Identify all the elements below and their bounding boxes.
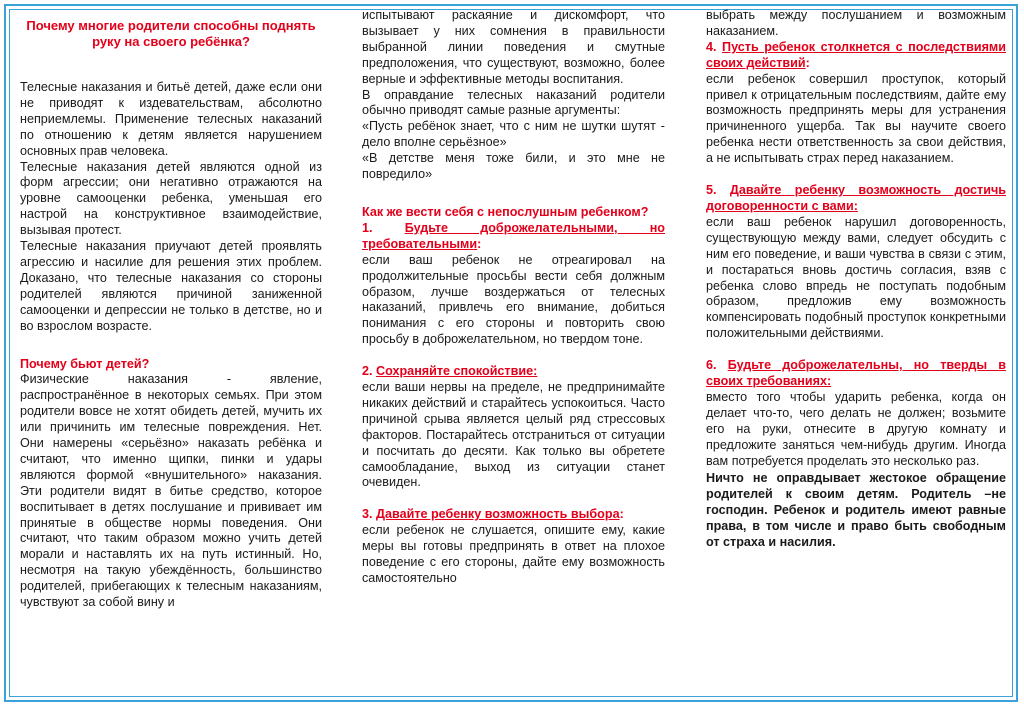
section-6-title: Будьте доброжелательны, но тверды в своих требованиях: [706,358,1006,389]
section-2-title: Сохраняйте спокойствие: [376,364,538,379]
section-1-number: 1. [362,220,373,235]
section-4-text: если ребенок совершил проступок, который привел к отрицательным последствиям, дайте ему возможность предпринять меры для устранения причиненного ущерба. Так вы научите своего ребенка нести ответственность за свои действия, а не испытывать страх перед наказанием. [706,71,1006,166]
column-3 [706,8,1006,698]
section-5-heading [706,183,1006,215]
closing-statement: Ничто не оправдывает жестокое обращение родителей к своим детям. Родитель –не господин. Ребенок и родитель имеют равные права, в том числе и право быть свободным от страха и насилия. [706,471,1006,550]
section-3-title: Давайте ребенку возможность выбора [376,507,620,522]
section-5-text: если ваш ребенок нарушил договоренность, существующую между вами, следует обсудить с ним его поведение, и ваши чувства в связи с этим, и постараться вновь достичь согласия, взяв с ребенка слово впредь не поступать подобным образом, предложив ему возможность компенсировать подобный проступок конкретными положительными действиями. [706,214,1006,341]
section-2-text: если ваши нервы на пределе, не предпринимайте никаких действий и старайтесь успокоиться. Часто причиной срыва является целый ряд стрессовых факторов. Постарайтесь отстраниться от ситуации и посчитать до десяти. Как только вы обретете самообладание, выход из ситуации станет очевиден. [362,380,665,490]
section-4-heading: 4. Пусть ребенок столкнется с последствиями своих действий: [706,39,1006,70]
quote-2: «В детстве меня тоже били, и это мне не повредило» [362,151,665,182]
section-1-heading: 1. Будьте доброжелательными, но требовательными: [362,220,665,251]
section-6-number: 6. [706,358,717,373]
section-3-number: 3. [362,507,373,522]
paragraph-intro-3: Телесные наказания приучают детей проявлять агрессию и насилие для решения этих проблем. Доказано, что телесные наказания со стороны родителей являются причиной заниженной самооценки и депрессии не только в детстве, но и во взрослом возрасте. [20,239,322,333]
heading-how-to-behave: Как же вести себя с непослушным ребенком? [362,204,649,219]
section-3-heading: 3. Давайте ребенку возможность выбора: [362,507,624,522]
paragraph-why-beat: Физические наказания - явление, распространённое в некоторых семьях. При этом родители вовсе не хотят обидеть детей, мучить их или причинить им телесные повреждения. Нет. Они намерены «серьёзно» наказать ребёнка и считают, что именно щипки, пинки и удары являются формой «внушительного» наказания. Эти родители видят в битье средство, которое воспитывает в детях послушание и прививает им принятые в обществе нормы поведения. Они считают, что таким образом можно учить детей морали и наставлять их на путь истинный. Но, несмотря на такую убеждённость, большинство родителей, прибегающих к телесным наказаниям, чувствуют за собой вину и [20,372,322,610]
section-5-number: 5. [706,183,717,198]
leaflet-title: Почему многие родители способны поднять руку на своего ребёнка? [26,18,316,49]
paragraph-continued: испытывают раскаяние и дискомфорт, что вызывает у них сомнения в правильности выбранной линии поведения и смутные предположения, что существуют, возможно, более верные и эффективные методы воспитания. [362,8,665,86]
section-5-title: Давайте ребенку возможность достичь договоренности с вами: [706,183,1006,213]
section-6-heading [706,358,1006,390]
section-4-number: 4. [706,39,717,54]
section-1-text: если ваш ребенок не отреагировал на продолжительные просьбы вести себя должным образом, лучше воздержаться от телесных наказаний, привлечь его внимание, добиться понимания с его стороны и повторить свою просьбу в доброжелательном, но твердом тоне. [362,252,665,347]
quote-1: «Пусть ребёнок знает, что с ним не шутки шутят - дело вполне серьёзное» [362,119,665,150]
section-2-heading [362,364,665,380]
section-2-number: 2. [362,364,373,379]
paragraph-intro-2: Телесные наказания детей являются одной из форм агрессии; они негативно отражаются на уровне самооценки ребенка, уменьшая его настрой на конструктивное взаимодействие, вызывая протест. [20,159,322,238]
heading-why-beat: Почему бьют детей? [20,356,150,371]
section-6-text: вместо того чтобы ударить ребенка, когда он делает что-то, чего делать не должен; возьмите его на руки, отнесите в другую комнату и предложите заняться чем-нибудь другим. Иногда вам потребуется проделать это несколько раз. [706,389,1006,468]
paragraph-intro-1: Телесные наказания и битьё детей, даже если они не приводят к издевательствам, абсолютно неприемлемы. Применение телесных наказаний по отношению к детям является нарушением основных прав человека. [20,80,322,158]
column-1 [20,8,322,698]
paragraph-continued-3: выбрать между послушанием и возможным наказанием. [706,8,1006,38]
section-1-title: Будьте доброжелательными, но требовательными [362,220,665,251]
column-2 [362,8,665,698]
section-3-text: если ребенок не слушается, опишите ему, какие меры вы готовы предпринять в ответ на плохое поведение с его стороны, дайте ему возможность самостоятельно [362,523,665,585]
paragraph-arguments: В оправдание телесных наказаний родители обычно приводят самые разные аргументы: [362,87,665,118]
section-4-title: Пусть ребенок столкнется с последствиями своих действий [706,39,1006,70]
